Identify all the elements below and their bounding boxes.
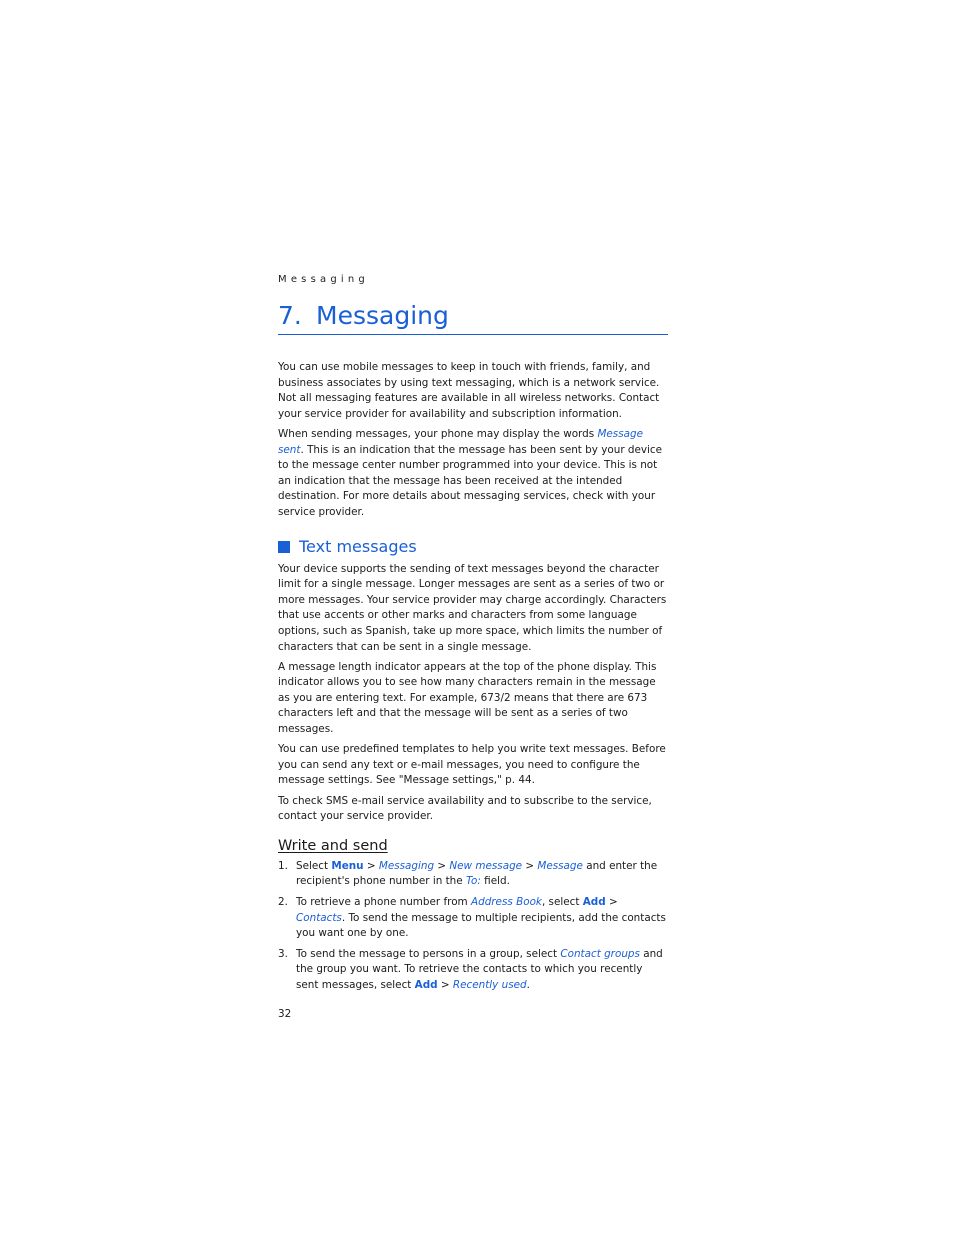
ui-ref-recently-used: Recently used [452,978,527,991]
step-number: 2. [278,896,288,908]
chapter-title-text: Messaging [316,301,449,330]
list-item [278,947,668,994]
ui-ref-address-book: Address Book [470,896,542,908]
step-number: 3. [278,947,288,960]
document-page [278,272,668,1022]
list-item [278,895,668,942]
ui-ref-contacts: Contacts [296,911,342,924]
subsection-title-write-and-send: Write and send [278,837,388,854]
section-square-icon [278,541,290,553]
steps-list [278,859,668,994]
list-item [278,859,668,890]
chapter-title [278,300,668,335]
running-header: Messaging [278,274,369,285]
ui-key-add: Add [582,896,606,908]
ui-ref-to-field: To: [465,875,481,888]
ui-ref-new-message: New message [449,859,523,872]
section-title-text-messages: Text messages [278,536,668,558]
step-number: 1. [278,859,288,872]
text-messages-paragraph-3: You can use predefined templates to help you write text messages. Before you can send any text or e-mail messages, you need to configure the message settings. See "Message settings," p. 44. [278,743,666,787]
ui-ref-message: Message [537,859,583,872]
step-text: To send the message to persons in a group, select Contact groups and the group you want. To retrieve the contacts to which you recently sent messages, select Add > Recently used. [296,947,663,991]
ui-ref-messaging: Messaging [378,859,435,872]
page-number: 32 [278,1007,292,1020]
ui-ref-contact-groups: Contact groups [560,947,640,960]
text-messages-paragraph-1: Your device supports the sending of text messages beyond the character limit for a single message. Longer messages are sent as a series of two or more messages. Your service provider may charge accordingly. Characters that use accents or other marks and characters from some language options, such as Spanish, take up more space, which limits the number of characters that can be sent in a single message. [278,562,667,653]
ui-key-menu: Menu [331,859,364,872]
intro-paragraph-2: When sending messages, your phone may display the words Message sent. This is an indication that the message has been sent by your device to the message center number programmed into your device. This is not an indication that the message has been received at the intended destination. For more details about messaging services, check with your service provider. [278,427,663,518]
ui-key-add: Add [414,978,438,991]
chapter-number: 7. [278,301,302,330]
ui-ref-message-sent: Message sent [278,427,643,456]
text-messages-paragraph-4: To check SMS e-mail service availability and to subscribe to the service, contact your service provider. [278,794,652,823]
text-messages-paragraph-2: A message length indicator appears at the top of the phone display. This indicator allows you to see how many characters remain in the message as you are entering text. For example, 673/2 means that there are 673 characters left and that the message will be sent as a series of two messages. [278,660,657,736]
step-text: To retrieve a phone number from Address Book, select Add > Contacts. To send the message to multiple recipients, add the contacts you want one by one. [296,896,666,940]
step-text: Select Menu > Messaging > New message > Message and enter the recipient's phone number in the To: field. [296,859,658,888]
intro-paragraph-1: You can use mobile messages to keep in touch with friends, family, and business associates by using text messaging, which is a network service. Not all messaging features are available in all wireless networks. Contact your service provider for availability and subscription information. [278,361,660,420]
